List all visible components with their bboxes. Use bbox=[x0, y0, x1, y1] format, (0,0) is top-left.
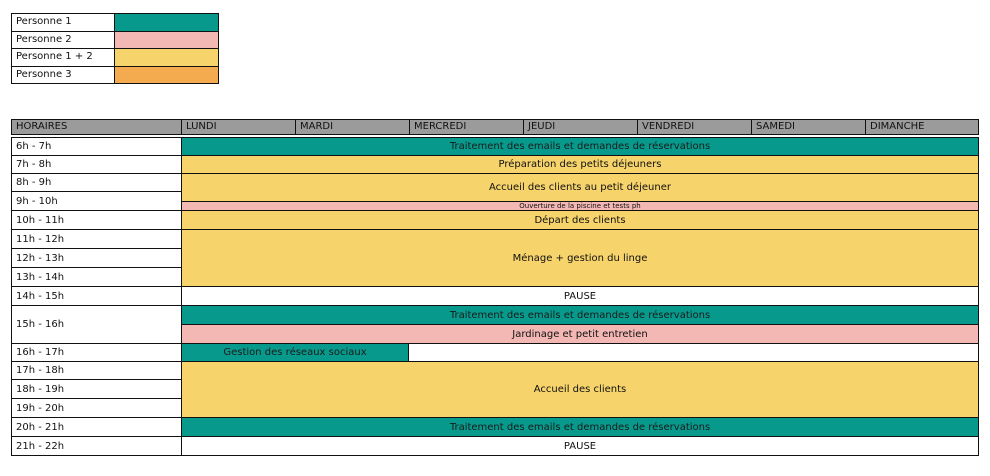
hour-cell: 12h - 13h bbox=[11, 248, 182, 268]
header-day: MERCREDI bbox=[409, 119, 524, 135]
legend-swatch-pink bbox=[115, 31, 219, 50]
header-day: DIMANCHE bbox=[865, 119, 979, 135]
activity-block: Accueil des clients bbox=[181, 361, 979, 418]
header-day: LUNDI bbox=[181, 119, 296, 135]
legend-swatch-yellow bbox=[115, 48, 219, 67]
hour-cell: 17h - 18h bbox=[11, 361, 182, 380]
header-day: VENDREDI bbox=[637, 119, 752, 135]
activity-block: Ménage + gestion du linge bbox=[181, 229, 979, 287]
hour-cell: 7h - 8h bbox=[11, 155, 182, 174]
hour-cell: 10h - 11h bbox=[11, 210, 182, 230]
legend-label: Personne 1 bbox=[11, 13, 115, 32]
hour-cell: 8h - 9h bbox=[11, 173, 182, 192]
activity-block: Accueil des clients au petit déjeuner bbox=[181, 173, 979, 202]
legend-row bbox=[11, 31, 219, 50]
activity-block: Ouverture de la piscine et tests ph bbox=[181, 201, 979, 211]
hour-cell: 9h - 10h bbox=[11, 191, 182, 211]
activity-block: Jardinage et petit entretien bbox=[181, 324, 979, 344]
legend-swatch-orange bbox=[115, 66, 219, 85]
activity-block: PAUSE bbox=[181, 436, 979, 456]
legend-row bbox=[11, 13, 219, 32]
hour-cell: 15h - 16h bbox=[11, 305, 182, 344]
activity-block: Traitement des emails et demandes de réservations bbox=[181, 417, 979, 437]
legend-label: Personne 1 + 2 bbox=[11, 48, 115, 67]
legend-label: Personne 3 bbox=[11, 66, 115, 85]
hour-cell: 6h - 7h bbox=[11, 137, 182, 156]
hour-cell: 16h - 17h bbox=[11, 343, 182, 362]
hour-cell: 18h - 19h bbox=[11, 379, 182, 399]
hour-cell: 19h - 20h bbox=[11, 398, 182, 418]
legend-label: Personne 2 bbox=[11, 31, 115, 50]
header-day: MARDI bbox=[295, 119, 410, 135]
legend-row bbox=[11, 48, 219, 67]
header-day: SAMEDI bbox=[751, 119, 866, 135]
hour-cell: 21h - 22h bbox=[11, 436, 182, 456]
activity-block-empty bbox=[408, 343, 979, 362]
legend-swatch-teal bbox=[115, 13, 219, 32]
activity-block: PAUSE bbox=[181, 286, 979, 306]
hour-cell: 13h - 14h bbox=[11, 267, 182, 287]
hour-cell: 14h - 15h bbox=[11, 286, 182, 306]
activity-block: Traitement des emails et demandes de réservations bbox=[181, 305, 979, 325]
activity-block: Départ des clients bbox=[181, 210, 979, 230]
activity-block: Gestion des réseaux sociaux bbox=[181, 343, 409, 362]
hour-cell: 20h - 21h bbox=[11, 417, 182, 437]
header-day: JEUDI bbox=[523, 119, 638, 135]
legend-row bbox=[11, 66, 219, 85]
legend bbox=[11, 13, 219, 84]
hour-cell: 11h - 12h bbox=[11, 229, 182, 249]
activity-block: Traitement des emails et demandes de réservations bbox=[181, 137, 979, 156]
header-hours: HORAIRES bbox=[11, 119, 182, 135]
schedule-table bbox=[11, 119, 979, 464]
activity-block: Préparation des petits déjeuners bbox=[181, 155, 979, 174]
